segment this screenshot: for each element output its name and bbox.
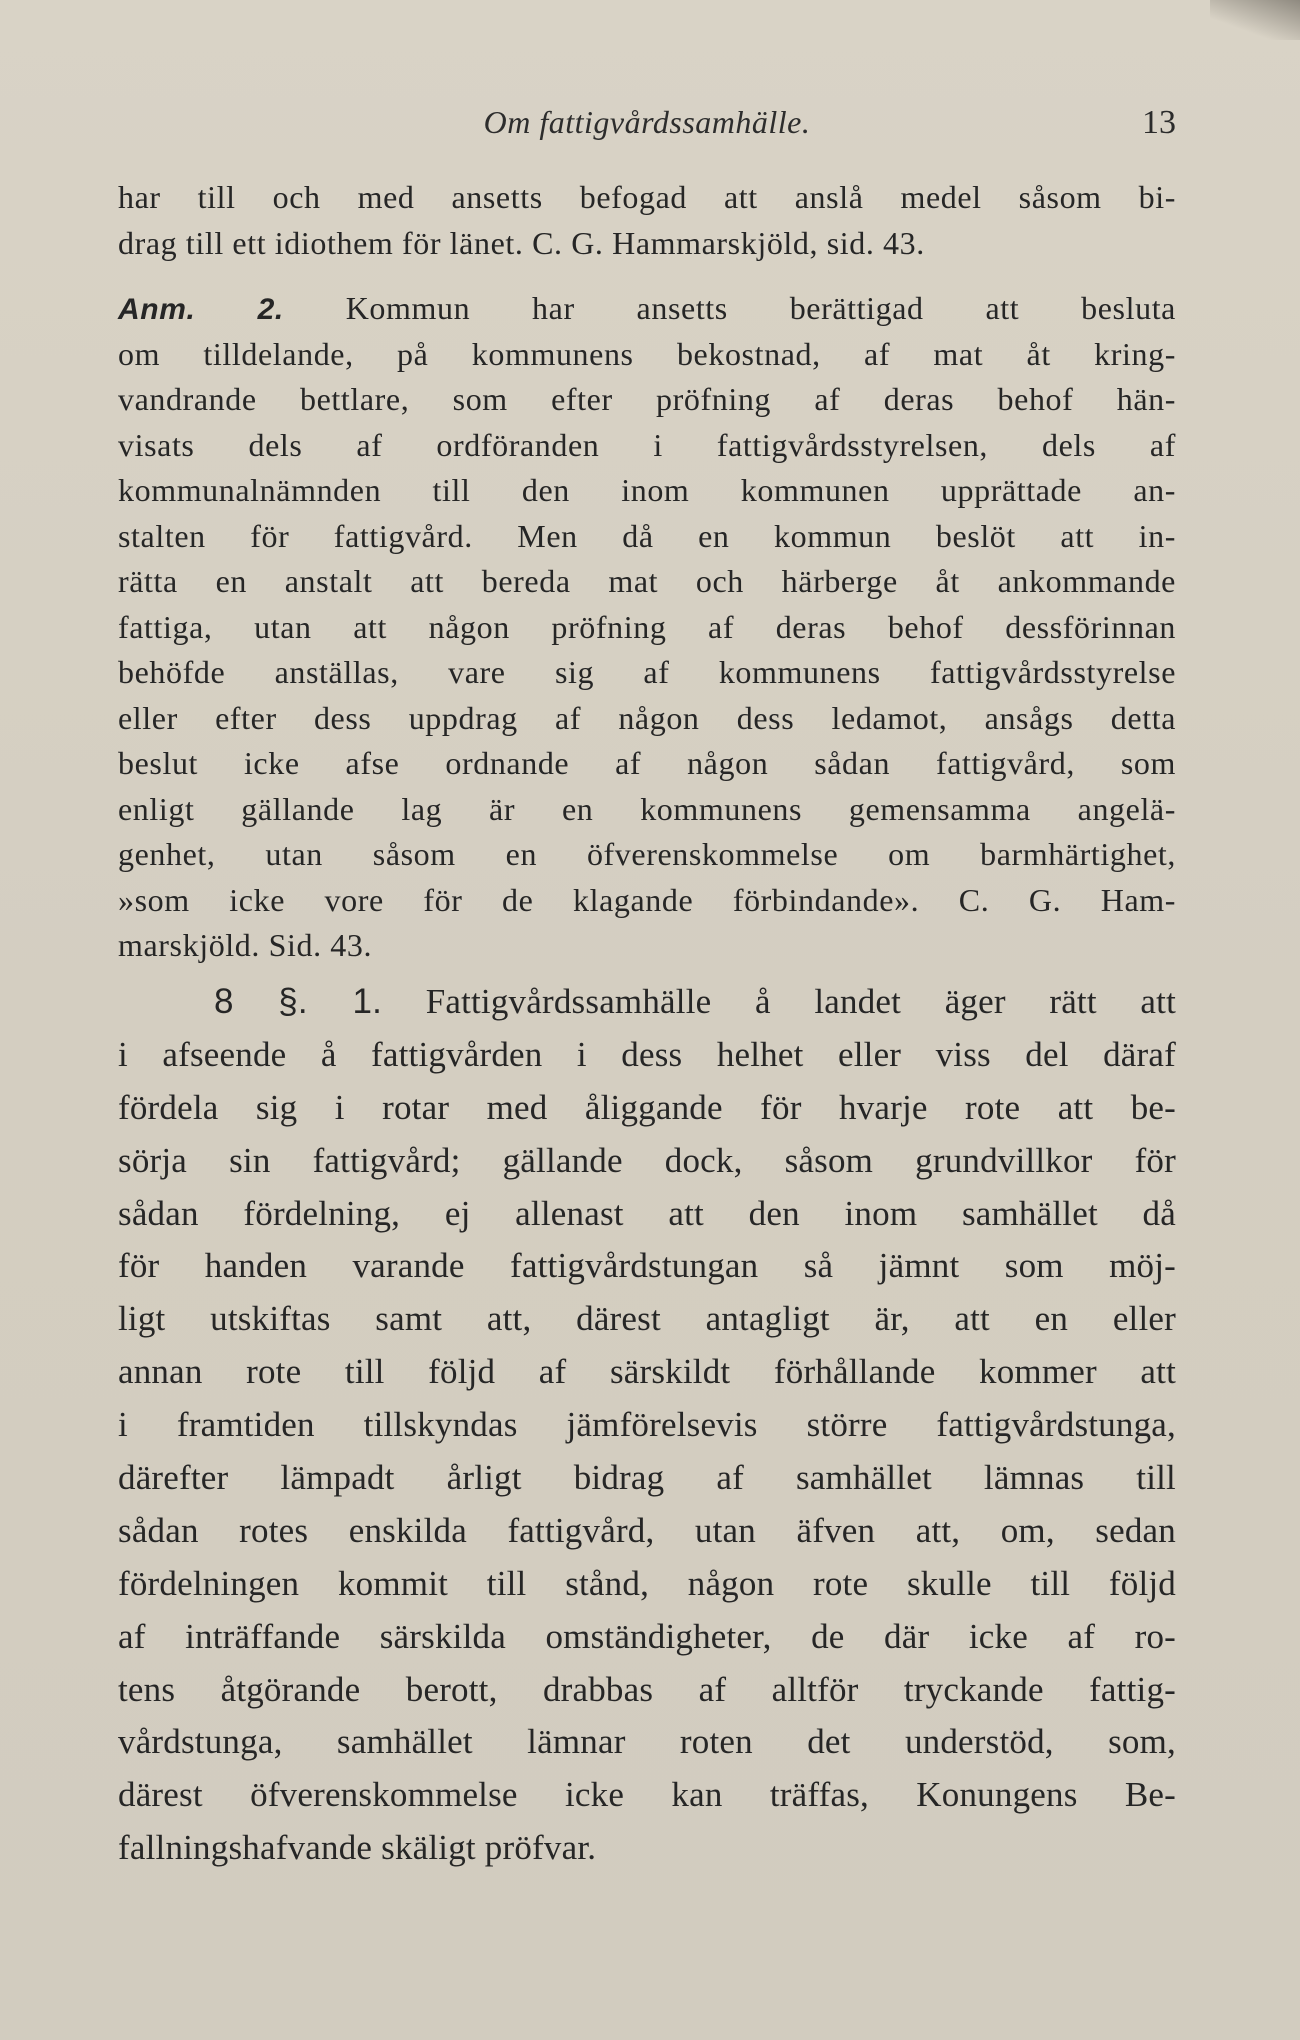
text-line: sådan fördelning, ej allenast att den inom samhället då <box>118 1193 1176 1233</box>
page-header <box>118 104 1176 144</box>
text-line: fattiga, utan att någon pröfning af deras behof dessförinnan <box>118 608 1176 645</box>
text-line: har till och med ansetts befogad att anslå medel såsom bi- <box>118 179 1176 215</box>
text-line: för handen varande fattigvårdstungan så jämnt som möj- <box>118 1246 1176 1286</box>
text-line: i framtiden tillskyndas jämförelsevis större fattigvårdstunga, <box>118 1405 1176 1445</box>
text-segment: Kommun har ansetts berättigad att besluta <box>345 290 1176 326</box>
page-corner-shadow <box>1210 0 1300 40</box>
text-line: eller efter dess uppdrag af någon dess ledamot, ansågs detta <box>118 699 1176 736</box>
text-line: vandrande bettlare, som efter pröfning af deras behof hän- <box>118 381 1176 417</box>
text-line: fallningshafvande skäligt pröfvar. <box>118 1828 597 1868</box>
text-line: behöfde anställas, vare sig af kommunens fattigvårdsstyrelse <box>118 654 1176 690</box>
text-line: beslut icke afse ordnande af någon sådan fattigvård, som <box>118 745 1176 781</box>
text-line: genhet, utan såsom en öfverenskommelse om barmhärtighet, <box>118 836 1176 872</box>
text-line: därest öfverenskommelse icke kan träffas, Konungens Be- <box>118 1775 1176 1815</box>
text-line: kommunalnämnden till den inom kommunen upprättade an- <box>118 472 1176 508</box>
running-title: Om fattigvårdssamhälle. <box>483 104 811 140</box>
text-line: tens åtgörande berott, drabbas af alltför tryckande fattig- <box>118 1669 1176 1709</box>
page-number: 13 <box>1142 104 1176 141</box>
text-line: rätta en anstalt att bereda mat och härberge åt ankommande <box>118 563 1176 599</box>
text-segment: Fattigvårdssamhälle å landet äger rätt att <box>425 982 1176 1021</box>
text-line: annan rote till följd af särskildt förhållande kommer att <box>118 1352 1176 1392</box>
text-line: stalten för fattigvård. Men då en kommun beslöt att in- <box>118 517 1176 554</box>
text-line: vårdstunga, samhället lämnar roten det understöd, som, <box>118 1722 1176 1762</box>
text-line: fördelningen kommit till stånd, någon rote skulle till följd <box>118 1563 1176 1603</box>
text-line: marskjöld. Sid. 43. <box>118 927 373 963</box>
text-line: enligt gällande lag är en kommunens gemensamma angelä- <box>118 790 1176 827</box>
text-line: fördela sig i rotar med åliggande för hvarje rote att be- <box>118 1087 1176 1127</box>
section-label: 8 §. 1. <box>214 982 383 1021</box>
text-line: »som icke vore för de klagande förbindande». C. G. Ham- <box>118 881 1176 918</box>
text-line: i afseende å fattigvården i dess helhet eller viss del däraf <box>118 1034 1176 1074</box>
text-line: om tilldelande, på kommunens bekostnad, af mat åt kring- <box>118 335 1176 372</box>
text-line: drag till ett idiothem för länet. C. G. Hammarskjöld, sid. 43. <box>118 224 925 261</box>
annotation-paragraph <box>118 286 1176 969</box>
text-line: af inträffande särskilda omständigheter, de där icke af ro- <box>118 1616 1176 1656</box>
text-line: ligt utskiftas samt att, därest antagligt är, att en eller <box>118 1299 1176 1339</box>
text-line: sådan rotes enskilda fattigvård, utan äfven att, om, sedan <box>118 1510 1176 1550</box>
text-line-first <box>118 976 1176 1029</box>
text-line: visats dels af ordföranden i fattigvårdsstyrelsen, dels af <box>118 426 1176 463</box>
text-line: därefter lämpadt årligt bidrag af samhället lämnas till <box>118 1458 1176 1498</box>
text-line-first <box>118 286 1176 332</box>
annotation-label: Anm. 2. <box>118 293 284 326</box>
section-8-paragraph <box>118 976 1176 1875</box>
paragraph-continuation <box>118 175 1176 266</box>
text-line: sörja sin fattigvård; gällande dock, såsom grundvillkor för <box>118 1140 1176 1180</box>
